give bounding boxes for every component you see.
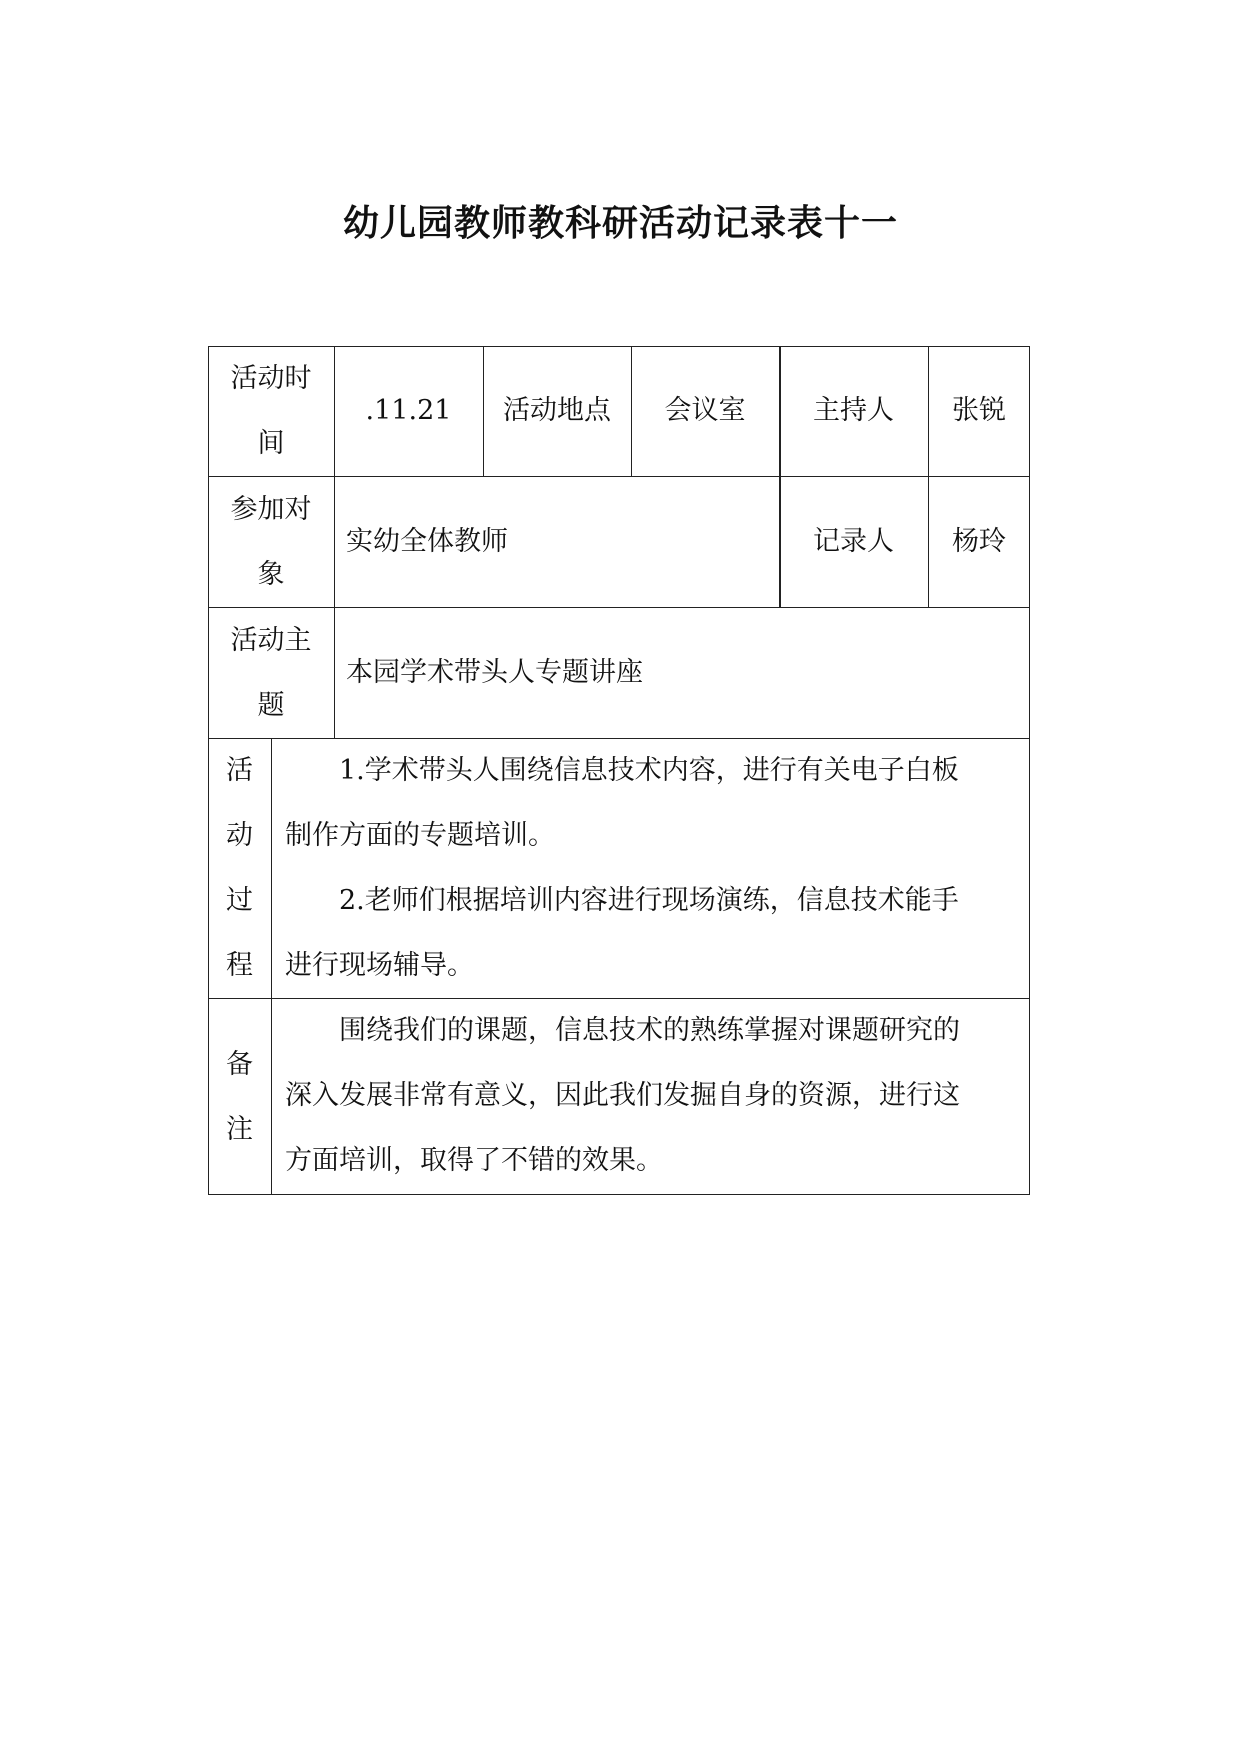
theme-label: 活动主 xyxy=(230,624,312,656)
theme-label-cont: 题 xyxy=(257,689,285,721)
notes-line: 方面培训，取得了不错的效果。 xyxy=(285,1145,663,1176)
notes-label-char: 注 xyxy=(226,1113,253,1145)
theme-value: 本园学术带头人专题讲座 xyxy=(346,656,643,688)
theme-label-cell xyxy=(208,607,334,738)
process-label-char: 过 xyxy=(226,885,253,916)
participants-label: 参加对 xyxy=(230,493,312,525)
process-paragraph-1: 1.学术带头人围绕信息技术内容，进行有关电子白板 xyxy=(339,755,959,786)
host-value: 张锐 xyxy=(952,395,1006,426)
time-label: 活动时 xyxy=(230,363,312,394)
time-value-cell xyxy=(334,346,483,476)
process-label-char: 动 xyxy=(226,820,253,851)
participants-label-cont: 象 xyxy=(257,558,285,590)
participants-value-cell xyxy=(334,476,779,607)
host-label-cell xyxy=(779,346,928,476)
place-value: 会议室 xyxy=(664,395,746,426)
place-label: 活动地点 xyxy=(503,395,611,426)
recorder-value: 杨玲 xyxy=(952,525,1006,557)
notes-line: 深入发展非常有意义，因此我们发掘自身的资源，进行这 xyxy=(285,1080,960,1111)
place-label-cell xyxy=(483,346,631,476)
recorder-label: 记录人 xyxy=(813,525,894,557)
process-label-char: 程 xyxy=(226,950,253,981)
process-paragraph-2-cont: 进行现场辅导。 xyxy=(285,950,474,981)
participants-label-cell xyxy=(208,476,334,607)
time-label-cell xyxy=(208,346,334,476)
theme-value-cell xyxy=(334,607,1030,738)
notes-label-char: 备 xyxy=(226,1048,253,1080)
page-title: 幼儿园教师教科研活动记录表十一 xyxy=(342,203,898,244)
notes-label-cell xyxy=(208,998,271,1195)
process-label-cell xyxy=(208,738,271,998)
notes-line: 围绕我们的课题，信息技术的熟练掌握对课题研究的 xyxy=(339,1015,960,1046)
process-label-char: 活 xyxy=(226,755,253,786)
time-value: .11.21 xyxy=(365,395,452,426)
notes-content-cell xyxy=(271,998,1030,1195)
place-value-cell xyxy=(631,346,779,476)
process-content-cell xyxy=(271,738,1030,998)
process-paragraph-2: 2.老师们根据培训内容进行现场演练，信息技术能手 xyxy=(339,885,959,916)
participants-value: 实幼全体教师 xyxy=(346,525,508,557)
host-label: 主持人 xyxy=(813,395,894,426)
recorder-label-cell xyxy=(779,476,928,607)
recorder-value-cell xyxy=(928,476,1030,607)
process-paragraph-1-cont: 制作方面的专题培训。 xyxy=(285,820,555,851)
time-label-cont: 间 xyxy=(257,428,285,459)
host-value-cell xyxy=(928,346,1030,476)
